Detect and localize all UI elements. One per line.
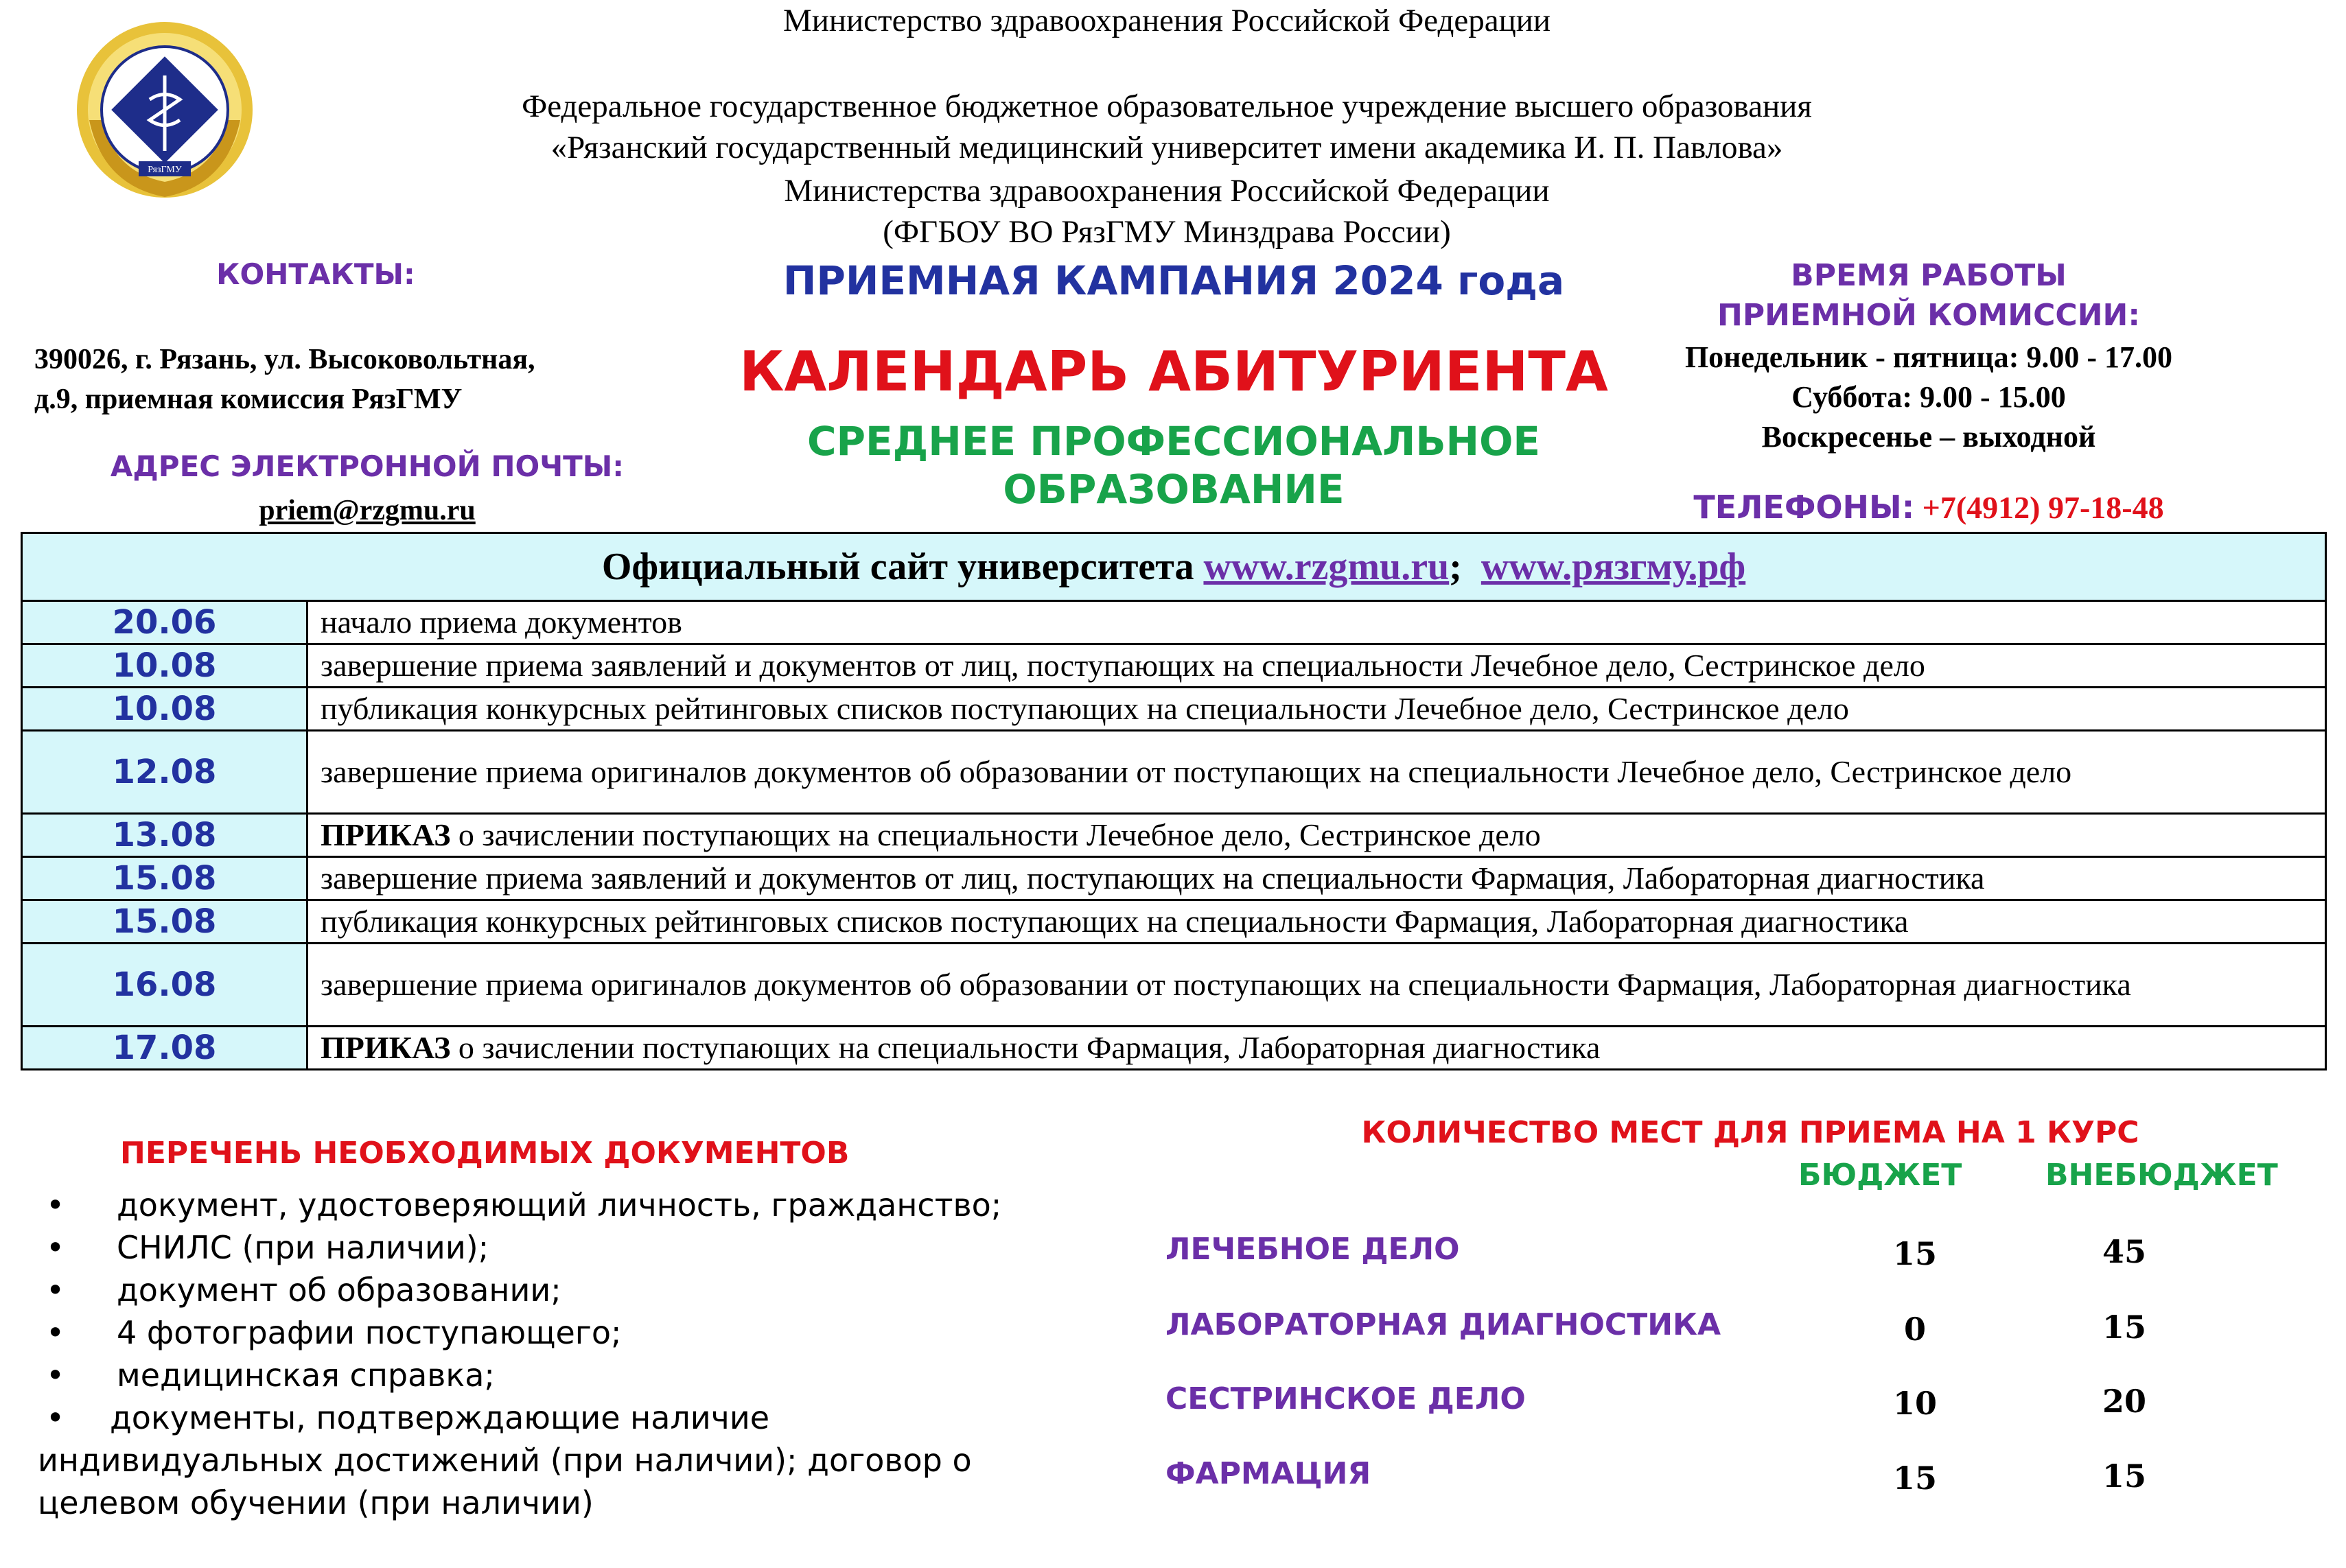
site-label: Официальный сайт университета [601, 546, 1194, 588]
schedule-date: 10.08 [22, 688, 307, 731]
schedule-date: 16.08 [22, 944, 307, 1027]
site-separator: ; [1449, 546, 1462, 588]
schedule-description [307, 601, 2326, 644]
institution-line-2: «Рязанский государственный медицинский университет имени академика И. П. Павлова» [550, 130, 1783, 165]
schedule-date: 20.06 [22, 601, 307, 644]
email-title: АДРЕС ЭЛЕКТРОННОЙ ПОЧТЫ: [110, 449, 625, 483]
schedule-text: о зачислении поступающих на специальности Лечебное дело, Сестринское дело [450, 817, 1541, 852]
col-paid: ВНЕБЮДЖЕТ [2045, 1158, 2278, 1193]
site-link-1[interactable]: www.rzgmu.ru [1203, 546, 1450, 588]
documents-list [38, 1184, 1108, 1524]
phones [1620, 489, 2238, 526]
hours-weekdays: Понедельник - пятница: 9.00 - 17.00 [1684, 340, 2173, 374]
site-cell [22, 533, 2326, 601]
document-text: 4 фотографии поступающего; [117, 1314, 622, 1351]
document-item [38, 1226, 1108, 1269]
spo-title [686, 417, 1661, 513]
schedule-text: публикация конкурсных рейтинговых списков поступающих на специальности Фармация, Лабораторная диагностика [321, 904, 1909, 939]
paid-count: 45 [2102, 1233, 2146, 1270]
schedule-description [307, 688, 2326, 731]
document-item [38, 1269, 1108, 1311]
phones-value[interactable]: +7(4912) 97-18-48 [1922, 490, 2164, 525]
schedule-date: 10.08 [22, 644, 307, 688]
order-label: ПРИКАЗ [321, 817, 451, 852]
institution-line-3: Министерства здравоохранения Российской Федерации [784, 173, 1550, 209]
schedule-date: 12.08 [22, 731, 307, 814]
budget-count: 0 [1903, 1311, 1926, 1348]
ministry-title: Министерство здравоохранения Российской Федерации [782, 3, 1551, 38]
spo-line-2: ОБРАЗОВАНИЕ [1003, 466, 1345, 513]
institution-line-1: Федеральное государственное бюджетное образовательное учреждение высшего образования [522, 89, 1812, 124]
document-text: документы, подтверждающие наличие [110, 1399, 770, 1436]
document-text-cont: индивидуальных достижений (при наличии); договор о [38, 1442, 972, 1479]
hours-sunday: Воскресенье – выходной [1761, 420, 2096, 454]
calendar-title: КАЛЕНДАРЬ АБИТУРИЕНТА [739, 340, 1608, 403]
document-item [38, 1354, 1108, 1396]
document-item [38, 1184, 1108, 1226]
schedule-description [307, 1027, 2326, 1070]
schedule-row [22, 601, 2326, 644]
schedule-table [21, 532, 2327, 1070]
svg-text:РязГМУ: РязГМУ [148, 165, 182, 175]
schedule-text: начало приема документов [321, 605, 682, 640]
bullet-icon: • [46, 1357, 65, 1394]
campaign-title: ПРИЕМНАЯ КАМПАНИЯ 2024 года [782, 257, 1565, 304]
paid-count: 15 [2102, 1309, 2146, 1346]
institution-line-4: (ФГБОУ ВО РязГМУ Минздрава России) [883, 214, 1451, 250]
places-title: КОЛИЧЕСТВО МЕСТ ДЛЯ ПРИЕМА НА 1 КУРС [1361, 1115, 2139, 1150]
document-item [38, 1396, 1108, 1524]
contacts-title: КОНТАКТЫ: [216, 257, 415, 291]
schedule-row [22, 731, 2326, 814]
document-text: документ об образовании; [117, 1272, 561, 1309]
document-text-cont: целевом обучении (при наличии) [38, 1484, 594, 1521]
schedule-description [307, 857, 2326, 900]
schedule-date: 15.08 [22, 900, 307, 944]
address-line-1: 390026, г. Рязань, ул. Высоковольтная, [34, 344, 535, 375]
paid-count: 20 [2102, 1383, 2146, 1420]
document-text: медицинская справка; [117, 1357, 495, 1394]
budget-count: 15 [1892, 1235, 1937, 1272]
schedule-description [307, 900, 2326, 944]
spo-line-1: СРЕДНЕЕ ПРОФЕССИОНАЛЬНОЕ [806, 418, 1541, 465]
phones-label: ТЕЛЕФОНЫ: [1693, 489, 1915, 526]
documents-title: ПЕРЕЧЕНЬ НЕОБХОДИМЫХ ДОКУМЕНТОВ [120, 1136, 850, 1171]
hours-title [1620, 256, 2238, 336]
specialty-name: СЕСТРИНСКОЕ ДЕЛО [1165, 1381, 1526, 1416]
col-budget: БЮДЖЕТ [1798, 1158, 1962, 1193]
document-text: СНИЛС (при наличии); [117, 1229, 489, 1266]
bullet-icon: • [46, 1272, 65, 1309]
schedule-description [307, 814, 2326, 857]
schedule-text: о зачислении поступающих на специальности Фармация, Лабораторная диагностика [450, 1030, 1601, 1065]
university-seal-icon [62, 17, 268, 209]
hours-list [1620, 338, 2238, 457]
site-link-2[interactable]: www.рязгму.рф [1480, 546, 1746, 588]
schedule-date: 13.08 [22, 814, 307, 857]
schedule-row [22, 900, 2326, 944]
schedule-row [22, 1027, 2326, 1070]
schedule-text: завершение приема заявлений и документов от лиц, поступающих на специальности Лечебное дело, Сестринское дело [321, 648, 1925, 683]
schedule-text: завершение приема оригиналов документов об образовании от поступающих на специальности Лечебное дело, Сестринское дело [321, 754, 2072, 789]
email-link[interactable]: priem@rzgmu.ru [259, 495, 476, 526]
schedule-description [307, 944, 2326, 1027]
schedule-text: завершение приема оригиналов документов об образовании от поступающих на специальности Фармация, Лабораторная диагностика [321, 967, 2131, 1002]
schedule-description [307, 644, 2326, 688]
schedule-row [22, 644, 2326, 688]
bullet-icon: • [46, 1314, 65, 1351]
document-text: документ, удостоверяющий личность, гражданство; [117, 1186, 1002, 1224]
hours-title-line-1: ВРЕМЯ РАБОТЫ [1791, 258, 2067, 293]
hours-title-line-2: ПРИЕМНОЙ КОМИССИИ: [1717, 298, 2140, 333]
schedule-row [22, 857, 2326, 900]
budget-count: 15 [1892, 1460, 1937, 1497]
schedule-description [307, 731, 2326, 814]
document-item [38, 1311, 1108, 1354]
bullet-icon: • [46, 1229, 65, 1266]
schedule-row [22, 814, 2326, 857]
schedule-row [22, 944, 2326, 1027]
schedule-text: публикация конкурсных рейтинговых списков поступающих на специальности Лечебное дело, Сестринское дело [321, 691, 1849, 726]
specialty-name: ЛАБОРАТОРНАЯ ДИАГНОСТИКА [1165, 1307, 1721, 1342]
schedule-text: завершение приема заявлений и документов от лиц, поступающих на специальности Фармация, Лабораторная диагностика [321, 861, 1985, 896]
address-line-2: д.9, приемная комиссия РязГМУ [34, 384, 463, 415]
paid-count: 15 [2102, 1458, 2146, 1495]
site-row [22, 533, 2326, 601]
schedule-date: 15.08 [22, 857, 307, 900]
schedule-row [22, 688, 2326, 731]
address [34, 340, 693, 419]
hours-saturday: Суббота: 9.00 - 15.00 [1791, 380, 2066, 414]
budget-count: 10 [1892, 1385, 1937, 1422]
order-label: ПРИКАЗ [321, 1030, 451, 1065]
schedule-date: 17.08 [22, 1027, 307, 1070]
bullet-icon: • [46, 1399, 65, 1436]
specialty-name: ФАРМАЦИЯ [1165, 1456, 1371, 1491]
bullet-icon: • [46, 1186, 65, 1224]
specialty-name: ЛЕЧЕБНОЕ ДЕЛО [1165, 1232, 1460, 1267]
